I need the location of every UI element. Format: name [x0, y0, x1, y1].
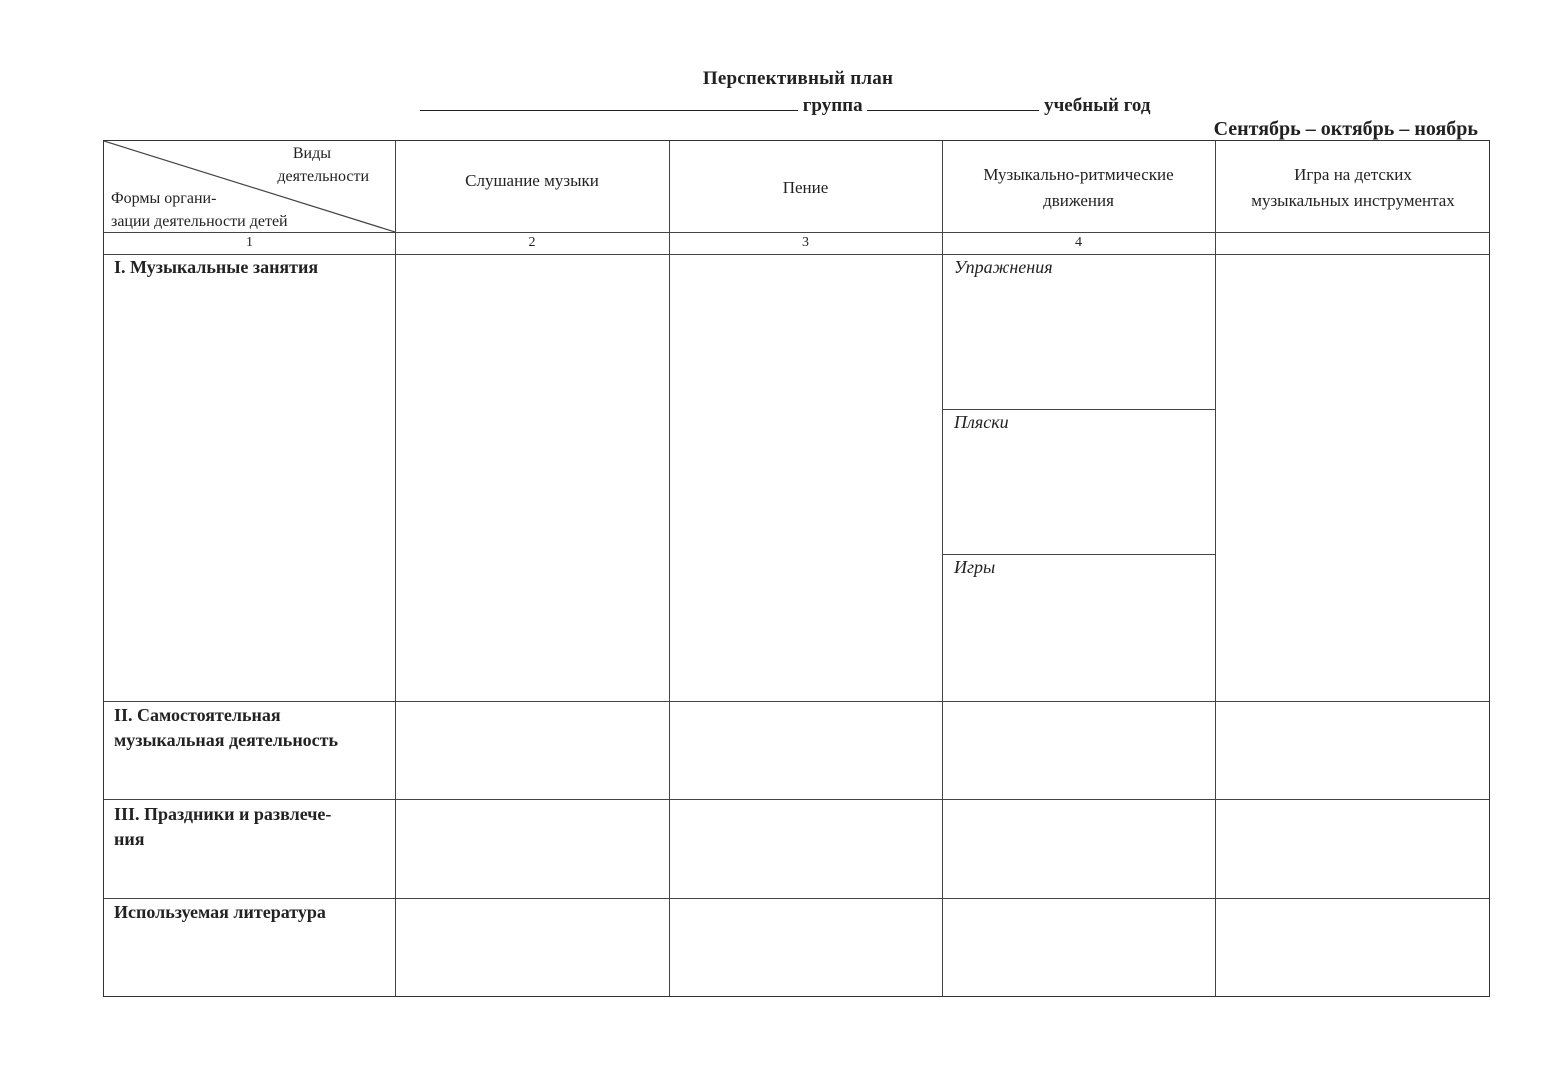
corner-bottom-line: Формы органи- — [111, 190, 217, 207]
column-header-singing — [669, 175, 942, 201]
corner-header-cell — [104, 141, 395, 232]
row-divider — [104, 799, 1489, 800]
column-header-line: музыкальных инструментах — [1251, 191, 1455, 210]
column-header-line: Игра на детских — [1294, 165, 1412, 184]
subsection-label-exercises: Упражнения — [954, 257, 1053, 277]
row-label-line: I. Музыкальные занятия — [114, 257, 319, 277]
corner-bottom-label — [111, 187, 288, 233]
period-label: Сентябрь – октябрь – ноябрь — [1213, 118, 1478, 140]
page-title: Перспективный план — [702, 68, 894, 89]
row-label-independent-activity — [114, 703, 389, 753]
group-name-blank[interactable] — [420, 92, 798, 111]
subsection-label-games: Игры — [954, 557, 996, 577]
row-label-music-lessons — [114, 255, 389, 280]
column-header-instruments — [1215, 162, 1491, 214]
column-divider — [942, 141, 943, 996]
column-divider — [395, 141, 396, 996]
column-header-line: движения — [1043, 191, 1114, 210]
subsection-divider — [942, 409, 1215, 410]
row-label-line: музыкальная деятельность — [114, 730, 339, 750]
row-label-line: III. Праздники и развлече- — [114, 804, 332, 824]
column-number — [1215, 233, 1491, 253]
subsection-divider — [942, 554, 1215, 555]
corner-top-line: Виды — [292, 145, 331, 162]
column-header-line: Пение — [782, 178, 829, 197]
group-year-line — [420, 92, 1150, 118]
column-divider — [669, 141, 670, 996]
corner-bottom-line: зации деятельности детей — [111, 213, 288, 230]
corner-top-label — [277, 142, 369, 188]
corner-top-line: деятельности — [277, 168, 369, 185]
column-number: 1 — [246, 235, 253, 250]
column-header-line: Слушание музыки — [465, 171, 599, 190]
subsection-label-dances: Пляски — [954, 412, 1009, 432]
row-label-holidays — [114, 802, 389, 852]
row-divider — [104, 701, 1489, 702]
plan-table — [103, 140, 1490, 997]
column-header-rhythmic — [942, 162, 1215, 214]
column-number: 3 — [802, 235, 809, 250]
group-label: группа — [802, 95, 863, 116]
year-blank[interactable] — [867, 92, 1039, 111]
column-number: 4 — [1075, 235, 1082, 250]
row-label-literature — [114, 900, 389, 925]
row-label-line: II. Самостоятельная — [114, 705, 281, 725]
row-divider — [104, 898, 1489, 899]
row-label-line: ния — [114, 829, 145, 849]
column-header-listening — [395, 168, 669, 194]
column-number: 2 — [528, 235, 536, 250]
row-label-line: Используемая литература — [114, 902, 326, 922]
column-header-line: Музыкально-ритмические — [983, 165, 1174, 184]
column-divider — [1215, 141, 1216, 996]
year-label: учебный год — [1044, 95, 1151, 116]
